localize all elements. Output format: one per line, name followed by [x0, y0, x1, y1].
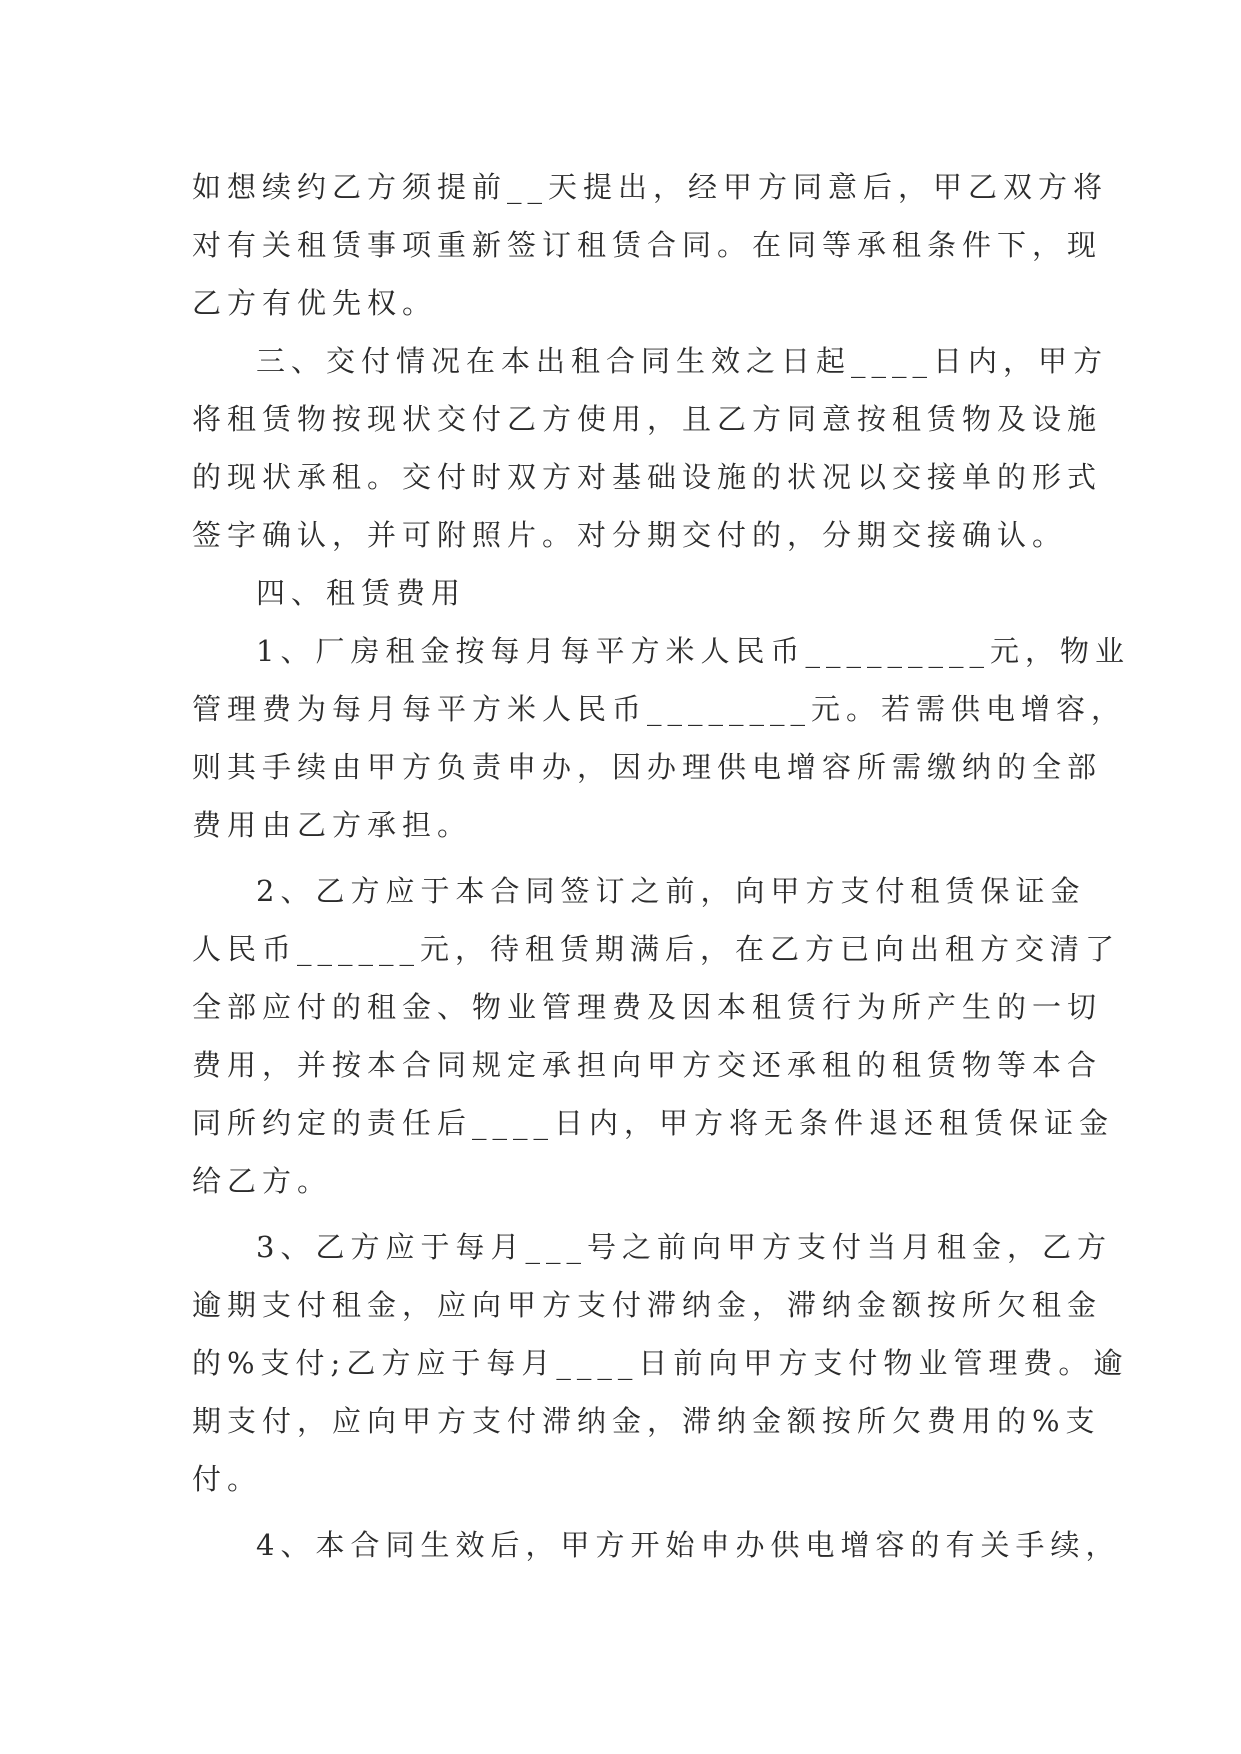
text-line: 签字确认，并可附照片。对分期交付的，分期交接确认。 — [192, 518, 1068, 552]
text-line: 期支付，应向甲方支付滞纳金，滞纳金额按所欠费用的%支 — [192, 1404, 1101, 1438]
text-line: 的%支付;乙方应于每月____日前向甲方支付物业管理费。逾 — [192, 1346, 1129, 1380]
text-line: 2、乙方应于本合同签订之前，向甲方支付租赁保证金 — [256, 874, 1086, 908]
text-line: 费用由乙方承担。 — [192, 808, 473, 842]
text-line: 给乙方。 — [192, 1164, 333, 1198]
text-line: 的现状承租。交付时双方对基础设施的状况以交接单的形式 — [192, 460, 1103, 494]
text-line: 乙方有优先权。 — [192, 286, 438, 320]
text-line: 费用，并按本合同规定承担向甲方交还承租的租赁物等本合 — [192, 1048, 1103, 1082]
text-line: 同所约定的责任后____日内，甲方将无条件退还租赁保证金 — [192, 1106, 1115, 1140]
text-line: 则其手续由甲方负责申办，因办理供电增容所需缴纳的全部 — [192, 750, 1103, 784]
text-line: 如想续约乙方须提前__天提出，经甲方同意后，甲乙双方将 — [192, 170, 1109, 204]
text-line: 人民币______元，待租赁期满后，在乙方已向出租方交清了 — [192, 932, 1121, 966]
text-line: 4、本合同生效后，甲方开始申办供电增容的有关手续， — [256, 1528, 1121, 1562]
text-line: 将租赁物按现状交付乙方使用，且乙方同意按租赁物及设施 — [192, 402, 1103, 436]
contract-body — [192, 158, 1130, 1574]
section-heading: 四、租赁费用 — [256, 576, 467, 610]
text-line: 全部应付的租金、物业管理费及因本租赁行为所产生的一切 — [192, 990, 1103, 1024]
text-line: 1、厂房租金按每月每平方米人民币_________元，物业 — [256, 634, 1130, 668]
text-line: 三、交付情况在本出租合同生效之日起____日内，甲方 — [256, 344, 1109, 378]
text-line: 付。 — [192, 1462, 263, 1496]
text-line: 对有关租赁事项重新签订租赁合同。在同等承租条件下，现 — [192, 228, 1103, 262]
text-line: 逾期支付租金，应向甲方支付滞纳金，滞纳金额按所欠租金 — [192, 1288, 1103, 1322]
text-line: 3、乙方应于每月___号之前向甲方支付当月租金，乙方 — [256, 1230, 1112, 1264]
text-line: 管理费为每月每平方米人民币________元。若需供电增容， — [192, 692, 1127, 726]
